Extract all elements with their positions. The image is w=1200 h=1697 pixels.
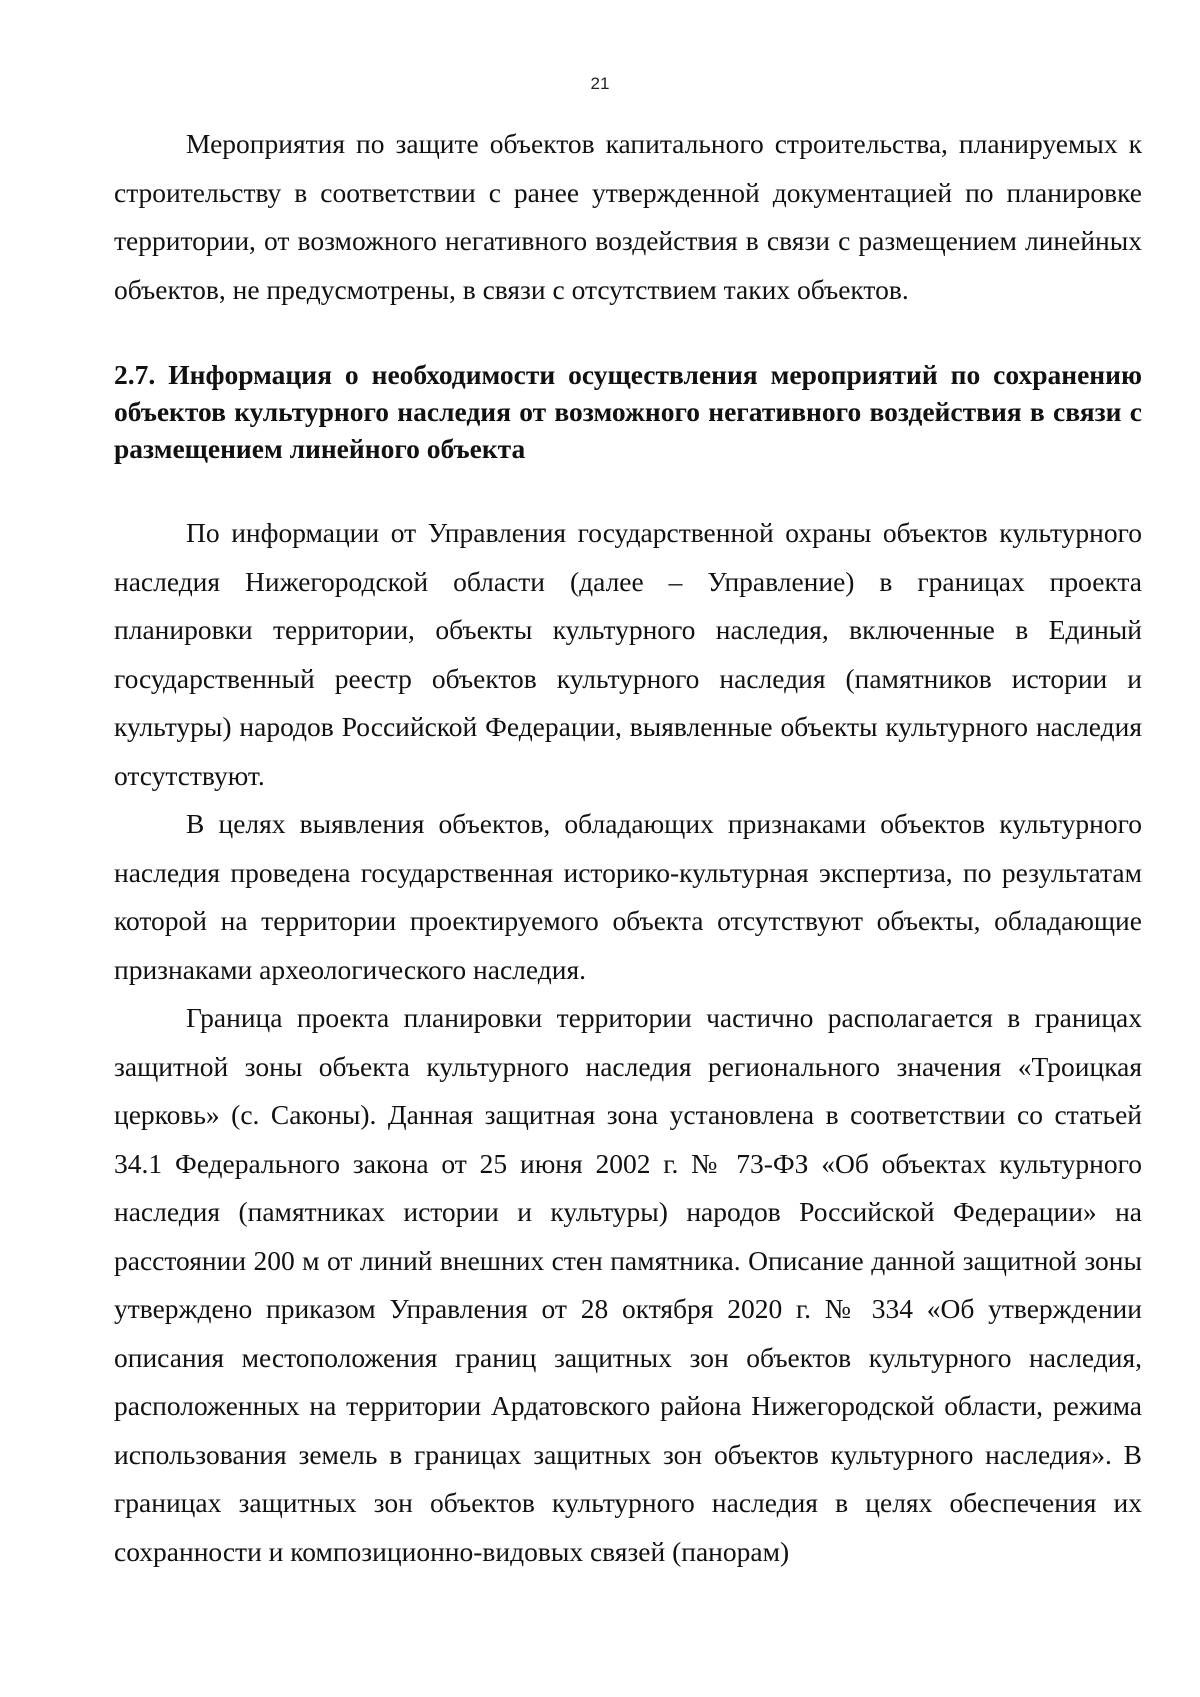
intro-paragraph: Мероприятия по защите объектов капитального строительства, планируемых к строительству в соответствии с ранее утвержденной документацией по планировке территории, от возможного негативного воздействия в связи с размещением линейных объектов, не предусмотрены, в связи с отсутствием таких объектов. (114, 128, 1142, 305)
section-paragraph-1: По информации от Управления государственной охраны объектов культурного наследия Нижегородской области (далее – Управление) в границах проекта планировки территории, объекты культурного наследия, включенные в Единый государственный реестр объектов культурного наследия (памятников истории и культуры) народов Российской Федерации, выявленные объекты культурного наследия отсутствуют. (114, 517, 1142, 791)
page-content (114, 120, 1142, 1576)
section-paragraph-3: Граница проекта планировки территории частично располагается в границах защитной зоны объекта культурного наследия регионального значения «Троицкая церковь» (с. Саконы). Данная защитная зона установлена в соответствии со статьей 34.1 Федерального закона от 25 июня 2002 г. № 73-ФЗ «Об объектах культурного наследия (памятниках истории и культуры) народов Российской Федерации» на расстоянии 200 м от линий внешних стен памятника. Описание данной защитной зоны утверждено приказом Управления от 28 октября 2020 г. № 334 «Об утверждении описания местоположения границ защитных зон объектов культурного наследия, расположенных на территории Ардатовского района Нижегородской области, режима использования земель в границах защитных зон объектов культурного наследия». В границах защитных зон объектов культурного наследия в целях обеспечения их сохранности и композиционно-видовых связей (панорам) (114, 1002, 1142, 1567)
section-paragraph-2: В целях выявления объектов, обладающих признаками объектов культурного наследия проведена государственная историко-культурная экспертиза, по результатам которой на территории проектируемого объекта отсутствуют объекты, обладающие признаками археологического наследия. (114, 808, 1142, 985)
page-number: 21 (590, 74, 610, 93)
section-heading: 2.7. Информация о необходимости осуществления мероприятий по сохранению объектов культурного наследия от возможного негативного воздействия в связи с размещением линейного объекта (114, 359, 1142, 464)
